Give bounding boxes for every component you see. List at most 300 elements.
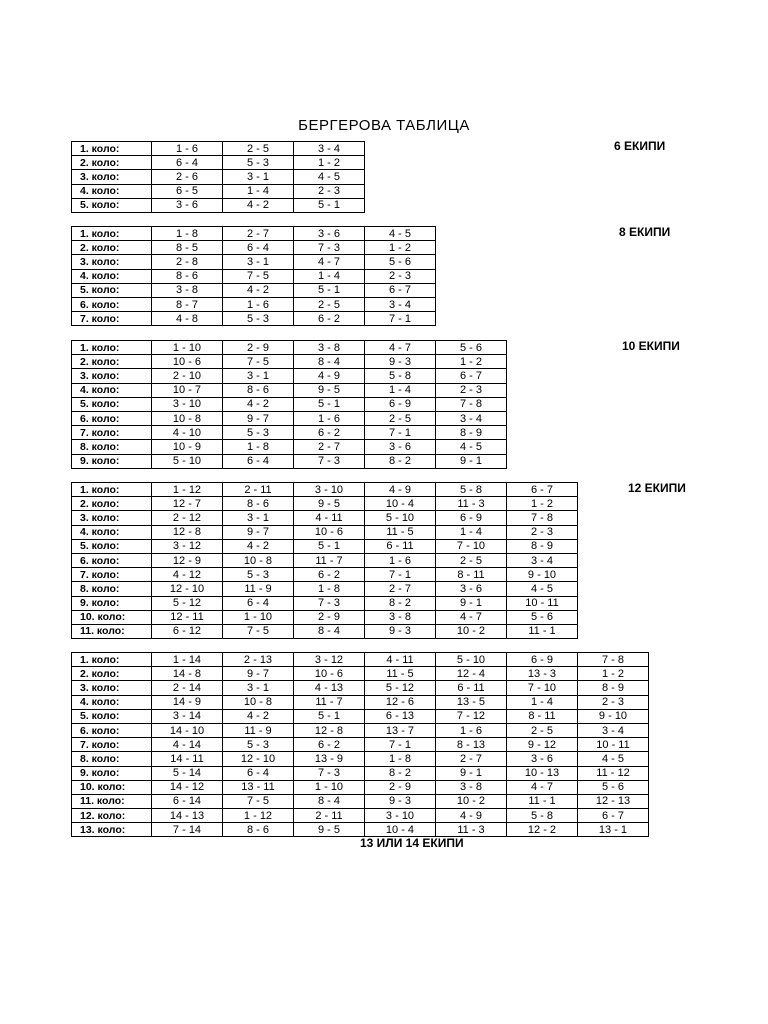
round-label: 9. коло: — [72, 454, 128, 468]
table-row — [72, 653, 649, 667]
match-pair: 1 - 8 — [223, 440, 294, 454]
match-pair: 5 - 1 — [294, 283, 365, 297]
match-pair: 9 - 1 — [436, 454, 507, 468]
match-pair: 6 - 7 — [507, 483, 578, 497]
round-label: 4. коло: — [72, 269, 128, 283]
table-row — [72, 142, 365, 156]
match-pair: 6 - 7 — [436, 369, 507, 383]
match-pair: 6 - 7 — [365, 283, 436, 297]
match-pair: 5 - 1 — [294, 397, 365, 411]
match-pair: 6 - 4 — [223, 241, 294, 255]
match-pair: 1 - 4 — [365, 383, 436, 397]
table-row — [72, 596, 578, 610]
spacer-cell — [128, 582, 152, 596]
match-pair: 1 - 2 — [507, 497, 578, 511]
match-pair: 5 - 1 — [294, 198, 365, 212]
round-label: 4. коло: — [72, 184, 128, 198]
match-pair: 2 - 5 — [436, 553, 507, 567]
table-row — [72, 553, 578, 567]
match-pair: 8 - 5 — [152, 241, 223, 255]
match-pair: 9 - 5 — [294, 823, 365, 837]
match-pair: 2 - 6 — [152, 170, 223, 184]
round-label: 6. коло: — [72, 553, 128, 567]
spacer-cell — [128, 269, 152, 283]
spacer-cell — [128, 539, 152, 553]
round-label: 10. коло: — [72, 780, 128, 794]
match-pair: 6 - 2 — [294, 568, 365, 582]
match-pair: 1 - 6 — [223, 297, 294, 311]
match-pair: 2 - 11 — [223, 483, 294, 497]
match-pair: 5 - 6 — [365, 255, 436, 269]
match-pair: 7 - 3 — [294, 241, 365, 255]
spacer-cell — [128, 483, 152, 497]
match-pair: 7 - 10 — [436, 539, 507, 553]
match-pair: 11 - 1 — [507, 794, 578, 808]
spacer-cell — [128, 780, 152, 794]
match-pair: 2 - 5 — [507, 723, 578, 737]
spacer-cell — [128, 369, 152, 383]
match-pair: 5 - 10 — [436, 653, 507, 667]
match-pair: 6 - 11 — [436, 681, 507, 695]
match-pair: 12 - 9 — [152, 553, 223, 567]
match-pair: 2 - 11 — [294, 809, 365, 823]
spacer-cell — [128, 156, 152, 170]
spacer-cell — [128, 341, 152, 355]
table-row — [72, 411, 507, 425]
match-pair: 1 - 6 — [294, 411, 365, 425]
match-pair: 1 - 6 — [152, 142, 223, 156]
match-pair: 9 - 1 — [436, 596, 507, 610]
match-pair: 2 - 3 — [436, 383, 507, 397]
match-pair: 3 - 4 — [294, 142, 365, 156]
match-pair: 4 - 5 — [436, 440, 507, 454]
match-pair: 2 - 7 — [365, 582, 436, 596]
match-pair: 2 - 7 — [436, 752, 507, 766]
match-pair: 5 - 10 — [365, 511, 436, 525]
table-row — [72, 426, 507, 440]
match-pair: 2 - 9 — [223, 341, 294, 355]
spacer-cell — [128, 511, 152, 525]
match-pair: 4 - 9 — [365, 483, 436, 497]
spacer-cell — [128, 241, 152, 255]
spacer-cell — [128, 525, 152, 539]
match-pair: 4 - 5 — [507, 582, 578, 596]
match-pair: 4 - 5 — [365, 227, 436, 241]
round-label: 5. коло: — [72, 539, 128, 553]
table-row — [72, 383, 507, 397]
table-row — [72, 667, 649, 681]
match-pair: 12 - 11 — [152, 610, 223, 624]
match-pair: 4 - 9 — [436, 809, 507, 823]
match-pair: 3 - 6 — [507, 752, 578, 766]
round-label: 9. коло: — [72, 596, 128, 610]
match-pair: 7 - 1 — [365, 738, 436, 752]
round-label: 9. коло: — [72, 766, 128, 780]
round-label: 6. коло: — [72, 297, 128, 311]
match-pair: 3 - 8 — [436, 780, 507, 794]
table-row — [72, 568, 578, 582]
round-label: 4. коло: — [72, 695, 128, 709]
match-pair: 2 - 3 — [365, 269, 436, 283]
spacer-cell — [128, 738, 152, 752]
spacer-cell — [128, 454, 152, 468]
match-pair: 1 - 2 — [578, 667, 649, 681]
match-pair: 8 - 2 — [365, 454, 436, 468]
match-pair: 11 - 5 — [365, 667, 436, 681]
match-pair: 4 - 13 — [294, 681, 365, 695]
match-pair: 9 - 10 — [507, 568, 578, 582]
match-pair: 4 - 5 — [294, 170, 365, 184]
match-pair: 2 - 3 — [294, 184, 365, 198]
spacer-cell — [128, 255, 152, 269]
match-pair: 4 - 5 — [578, 752, 649, 766]
table-row — [72, 610, 578, 624]
round-label: 1. коло: — [72, 341, 128, 355]
table-row — [72, 497, 578, 511]
match-pair: 11 - 7 — [294, 695, 365, 709]
table-row — [72, 170, 365, 184]
round-label: 2. коло: — [72, 355, 128, 369]
match-pair: 7 - 5 — [223, 624, 294, 638]
match-pair: 3 - 6 — [365, 440, 436, 454]
match-pair: 2 - 5 — [365, 411, 436, 425]
match-pair: 1 - 10 — [294, 780, 365, 794]
spacer-cell — [128, 809, 152, 823]
match-pair: 3 - 6 — [294, 227, 365, 241]
match-pair: 11 - 12 — [578, 766, 649, 780]
match-pair: 1 - 6 — [436, 723, 507, 737]
match-pair: 6 - 12 — [152, 624, 223, 638]
match-pair: 8 - 13 — [436, 738, 507, 752]
round-label: 2. коло: — [72, 667, 128, 681]
match-pair: 10 - 11 — [507, 596, 578, 610]
match-pair: 1 - 4 — [436, 525, 507, 539]
match-pair: 14 - 12 — [152, 780, 223, 794]
table-row — [72, 823, 649, 837]
round-label: 3. коло: — [72, 681, 128, 695]
match-pair: 1 - 14 — [152, 653, 223, 667]
match-pair: 8 - 4 — [294, 624, 365, 638]
match-pair: 5 - 12 — [152, 596, 223, 610]
table-row — [72, 695, 649, 709]
match-pair: 8 - 11 — [436, 568, 507, 582]
match-pair: 1 - 2 — [436, 355, 507, 369]
round-label: 7. коло: — [72, 568, 128, 582]
table-row — [72, 539, 578, 553]
round-label: 4. коло: — [72, 383, 128, 397]
match-pair: 1 - 10 — [223, 610, 294, 624]
table-row — [72, 341, 507, 355]
match-pair: 2 - 12 — [152, 511, 223, 525]
match-pair: 4 - 7 — [294, 255, 365, 269]
table-row — [72, 483, 578, 497]
match-pair: 6 - 4 — [152, 156, 223, 170]
table-row — [72, 794, 649, 808]
spacer-cell — [128, 624, 152, 638]
match-pair: 5 - 12 — [365, 681, 436, 695]
match-pair: 5 - 6 — [436, 341, 507, 355]
match-pair: 3 - 12 — [152, 539, 223, 553]
match-pair: 13 - 7 — [365, 723, 436, 737]
match-pair: 8 - 6 — [152, 269, 223, 283]
match-pair: 5 - 3 — [223, 426, 294, 440]
match-pair: 4 - 2 — [223, 397, 294, 411]
round-label: 2. коло: — [72, 241, 128, 255]
match-pair: 6 - 2 — [294, 312, 365, 326]
spacer-cell — [128, 553, 152, 567]
match-pair: 3 - 10 — [365, 809, 436, 823]
spacer-cell — [128, 653, 152, 667]
team-count-label: 6 ЕКИПИ — [614, 139, 666, 153]
page-title: БЕРГЕРОВА ТАБЛИЦА — [298, 117, 470, 134]
match-pair: 3 - 6 — [436, 582, 507, 596]
match-pair: 4 - 11 — [294, 511, 365, 525]
table-row — [72, 809, 649, 823]
spacer-cell — [128, 667, 152, 681]
match-pair: 10 - 8 — [223, 695, 294, 709]
match-pair: 2 - 13 — [223, 653, 294, 667]
team-count-label: 8 ЕКИПИ — [619, 225, 671, 239]
spacer-cell — [128, 297, 152, 311]
round-label: 7. коло: — [72, 312, 128, 326]
match-pair: 7 - 12 — [436, 709, 507, 723]
match-pair: 10 - 8 — [223, 553, 294, 567]
match-pair: 7 - 3 — [294, 766, 365, 780]
match-pair: 7 - 8 — [507, 511, 578, 525]
match-pair: 3 - 4 — [507, 553, 578, 567]
match-pair: 5 - 14 — [152, 766, 223, 780]
match-pair: 5 - 3 — [223, 568, 294, 582]
match-pair: 14 - 11 — [152, 752, 223, 766]
spacer-cell — [128, 681, 152, 695]
match-pair: 6 - 5 — [152, 184, 223, 198]
schedule-block — [71, 340, 507, 469]
spacer-cell — [128, 227, 152, 241]
spacer-cell — [128, 142, 152, 156]
match-pair: 1 - 8 — [294, 582, 365, 596]
round-label: 7. коло: — [72, 738, 128, 752]
match-pair: 12 - 6 — [365, 695, 436, 709]
match-pair: 1 - 12 — [223, 809, 294, 823]
table-row — [72, 397, 507, 411]
match-pair: 4 - 7 — [507, 780, 578, 794]
match-pair: 8 - 6 — [223, 383, 294, 397]
match-pair: 3 - 1 — [223, 511, 294, 525]
match-pair: 3 - 4 — [436, 411, 507, 425]
table-row — [72, 255, 436, 269]
match-pair: 8 - 9 — [436, 426, 507, 440]
match-pair: 9 - 7 — [223, 411, 294, 425]
match-pair: 12 - 8 — [294, 723, 365, 737]
round-label: 11. коло: — [72, 624, 128, 638]
match-pair: 12 - 10 — [152, 582, 223, 596]
match-pair: 11 - 3 — [436, 497, 507, 511]
match-pair: 8 - 6 — [223, 823, 294, 837]
match-pair: 8 - 6 — [223, 497, 294, 511]
match-pair: 2 - 5 — [294, 297, 365, 311]
match-pair: 7 - 1 — [365, 568, 436, 582]
match-pair: 4 - 2 — [223, 539, 294, 553]
match-pair: 9 - 5 — [294, 383, 365, 397]
match-pair: 10 - 9 — [152, 440, 223, 454]
match-pair: 12 - 13 — [578, 794, 649, 808]
match-pair: 4 - 14 — [152, 738, 223, 752]
table-row — [72, 241, 436, 255]
match-pair: 12 - 2 — [507, 823, 578, 837]
match-pair: 14 - 13 — [152, 809, 223, 823]
table-row — [72, 269, 436, 283]
match-pair: 1 - 6 — [365, 553, 436, 567]
table-row — [72, 681, 649, 695]
match-pair: 8 - 9 — [507, 539, 578, 553]
spacer-cell — [128, 440, 152, 454]
match-pair: 4 - 2 — [223, 283, 294, 297]
table-row — [72, 283, 436, 297]
table-row — [72, 709, 649, 723]
spacer-cell — [128, 411, 152, 425]
round-label: 13. коло: — [72, 823, 128, 837]
match-pair: 3 - 14 — [152, 709, 223, 723]
match-pair: 2 - 9 — [294, 610, 365, 624]
match-pair: 2 - 9 — [365, 780, 436, 794]
match-pair: 4 - 10 — [152, 426, 223, 440]
match-pair: 3 - 10 — [294, 483, 365, 497]
round-label: 8. коло: — [72, 582, 128, 596]
round-label: 8. коло: — [72, 752, 128, 766]
spacer-cell — [128, 184, 152, 198]
table-row — [72, 312, 436, 326]
schedule-block — [71, 226, 436, 326]
round-label: 1. коло: — [72, 227, 128, 241]
spacer-cell — [128, 497, 152, 511]
match-pair: 10 - 8 — [152, 411, 223, 425]
round-label: 1. коло: — [72, 483, 128, 497]
match-pair: 13 - 3 — [507, 667, 578, 681]
match-pair: 11 - 9 — [223, 723, 294, 737]
match-pair: 6 - 9 — [365, 397, 436, 411]
table-row — [72, 766, 649, 780]
team-count-label: 10 ЕКИПИ — [622, 339, 680, 353]
match-pair: 7 - 10 — [507, 681, 578, 695]
round-label: 5. коло: — [72, 283, 128, 297]
schedule-table — [71, 482, 578, 639]
match-pair: 9 - 3 — [365, 355, 436, 369]
table-row — [72, 454, 507, 468]
spacer-cell — [128, 752, 152, 766]
match-pair: 3 - 10 — [152, 397, 223, 411]
table-row — [72, 369, 507, 383]
spacer-cell — [128, 709, 152, 723]
match-pair: 6 - 9 — [436, 511, 507, 525]
match-pair: 4 - 7 — [436, 610, 507, 624]
match-pair: 5 - 10 — [152, 454, 223, 468]
spacer-cell — [128, 383, 152, 397]
round-label: 3. коло: — [72, 369, 128, 383]
round-label: 3. коло: — [72, 511, 128, 525]
match-pair: 12 - 10 — [223, 752, 294, 766]
round-label: 2. коло: — [72, 156, 128, 170]
match-pair: 12 - 4 — [436, 667, 507, 681]
table-row — [72, 355, 507, 369]
match-pair: 6 - 4 — [223, 766, 294, 780]
spacer-cell — [128, 283, 152, 297]
match-pair: 3 - 1 — [223, 255, 294, 269]
match-pair: 4 - 11 — [365, 653, 436, 667]
match-pair: 7 - 14 — [152, 823, 223, 837]
match-pair: 10 - 4 — [365, 823, 436, 837]
spacer-cell — [128, 568, 152, 582]
match-pair: 6 - 13 — [365, 709, 436, 723]
match-pair: 9 - 1 — [436, 766, 507, 780]
match-pair: 4 - 12 — [152, 568, 223, 582]
spacer-cell — [128, 170, 152, 184]
match-pair: 1 - 2 — [294, 156, 365, 170]
match-pair: 8 - 2 — [365, 596, 436, 610]
match-pair: 13 - 1 — [578, 823, 649, 837]
table-row — [72, 525, 578, 539]
match-pair: 5 - 6 — [578, 780, 649, 794]
match-pair: 3 - 4 — [578, 723, 649, 737]
schedule-table — [71, 340, 507, 469]
match-pair: 8 - 4 — [294, 355, 365, 369]
match-pair: 2 - 7 — [223, 227, 294, 241]
schedule-block — [71, 652, 649, 837]
match-pair: 1 - 12 — [152, 483, 223, 497]
spacer-cell — [128, 610, 152, 624]
match-pair: 9 - 7 — [223, 525, 294, 539]
match-pair: 3 - 8 — [152, 283, 223, 297]
match-pair: 1 - 10 — [152, 341, 223, 355]
match-pair: 6 - 7 — [578, 809, 649, 823]
round-label: 1. коло: — [72, 653, 128, 667]
match-pair: 5 - 6 — [507, 610, 578, 624]
match-pair: 11 - 3 — [436, 823, 507, 837]
match-pair: 3 - 8 — [294, 341, 365, 355]
match-pair: 7 - 1 — [365, 312, 436, 326]
round-label: 5. коло: — [72, 198, 128, 212]
spacer-cell — [128, 397, 152, 411]
match-pair: 13 - 9 — [294, 752, 365, 766]
spacer-cell — [128, 823, 152, 837]
match-pair: 6 - 2 — [294, 426, 365, 440]
table-row — [72, 227, 436, 241]
table-row — [72, 738, 649, 752]
spacer-cell — [128, 426, 152, 440]
match-pair: 10 - 2 — [436, 794, 507, 808]
match-pair: 11 - 5 — [365, 525, 436, 539]
round-label: 2. коло: — [72, 497, 128, 511]
match-pair: 4 - 2 — [223, 198, 294, 212]
match-pair: 7 - 5 — [223, 794, 294, 808]
match-pair: 11 - 9 — [223, 582, 294, 596]
match-pair: 8 - 4 — [294, 794, 365, 808]
table-row — [72, 198, 365, 212]
match-pair: 10 - 7 — [152, 383, 223, 397]
spacer-cell — [128, 312, 152, 326]
match-pair: 7 - 5 — [223, 269, 294, 283]
match-pair: 2 - 7 — [294, 440, 365, 454]
round-label: 1. коло: — [72, 142, 128, 156]
match-pair: 2 - 3 — [507, 525, 578, 539]
schedule-table — [71, 141, 365, 213]
match-pair: 10 - 13 — [507, 766, 578, 780]
table-row — [72, 184, 365, 198]
match-pair: 4 - 2 — [223, 709, 294, 723]
spacer-cell — [128, 695, 152, 709]
match-pair: 7 - 8 — [436, 397, 507, 411]
match-pair: 2 - 14 — [152, 681, 223, 695]
table-row — [72, 780, 649, 794]
